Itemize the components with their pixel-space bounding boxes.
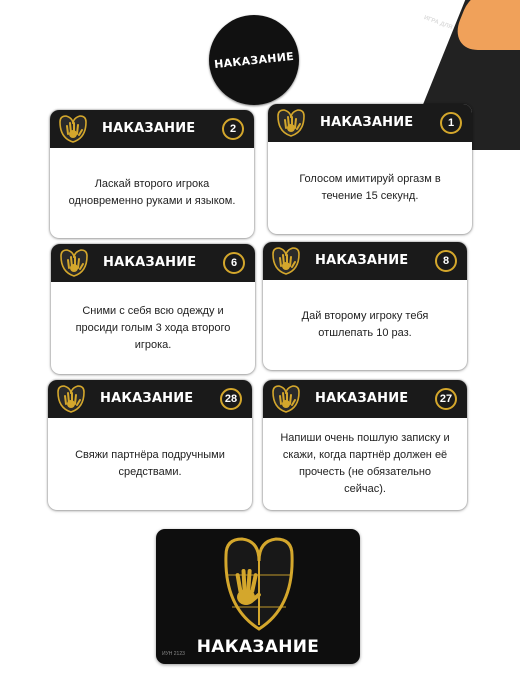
card-header	[268, 104, 472, 142]
punishment-card-28	[48, 380, 252, 510]
card-header	[263, 242, 467, 280]
hand-print-icon	[269, 244, 303, 278]
card-back	[156, 529, 360, 664]
box-text: ИГРА ДЛЯ	[422, 15, 454, 31]
buttocks-handprint-icon	[218, 535, 300, 635]
card-text: Сними с себя всю одежду и просиди голым 3 хода второго игрока.	[75, 304, 231, 351]
card-header	[48, 380, 252, 418]
card-number: 8	[435, 250, 457, 272]
punishment-chip	[209, 15, 299, 105]
card-number: 1	[440, 112, 462, 134]
card-title: НАКАЗАНИЕ	[102, 121, 196, 136]
hand-print-icon	[274, 106, 308, 140]
punishment-card-6	[51, 244, 255, 374]
hand-print-icon	[54, 382, 88, 416]
card-back-title: НАКАЗАНИЕ	[196, 637, 320, 657]
punishment-card-1	[268, 104, 472, 234]
card-number: 28	[220, 388, 242, 410]
card-text: Ласкай второго игрока одновременно руками и языком.	[68, 178, 236, 207]
chip-label: НАКАЗАНИЕ	[213, 49, 295, 71]
card-number: 2	[222, 118, 244, 140]
card-header	[51, 244, 255, 282]
hand-print-icon	[56, 112, 90, 146]
card-number: 27	[435, 388, 457, 410]
card-code: ИУН 2123	[162, 651, 185, 657]
card-title: НАКАЗАНИЕ	[100, 391, 194, 406]
hand-print-icon	[57, 246, 91, 280]
card-header	[50, 110, 254, 148]
card-text: Свяжи партнёра подручными средствами.	[75, 449, 225, 478]
card-text: Напиши очень пошлую записку и скажи, когда партнёр должен её прочесть (не обязательно сейчас).	[280, 432, 450, 495]
punishment-card-8	[263, 242, 467, 370]
punishment-card-2	[50, 110, 254, 238]
card-title: НАКАЗАНИЕ	[103, 255, 197, 270]
card-text: Дай второму игроку тебя отшлепать 10 раз.	[301, 310, 429, 339]
card-header	[263, 380, 467, 418]
card-title: НАКАЗАНИЕ	[320, 115, 414, 130]
card-title: НАКАЗАНИЕ	[315, 253, 409, 268]
card-text: Голосом имитируй оргазм в течение 15 секунд.	[299, 173, 441, 202]
hand-print-icon	[269, 382, 303, 416]
punishment-card-27	[263, 380, 467, 510]
card-number: 6	[223, 252, 245, 274]
card-title: НАКАЗАНИЕ	[315, 391, 409, 406]
